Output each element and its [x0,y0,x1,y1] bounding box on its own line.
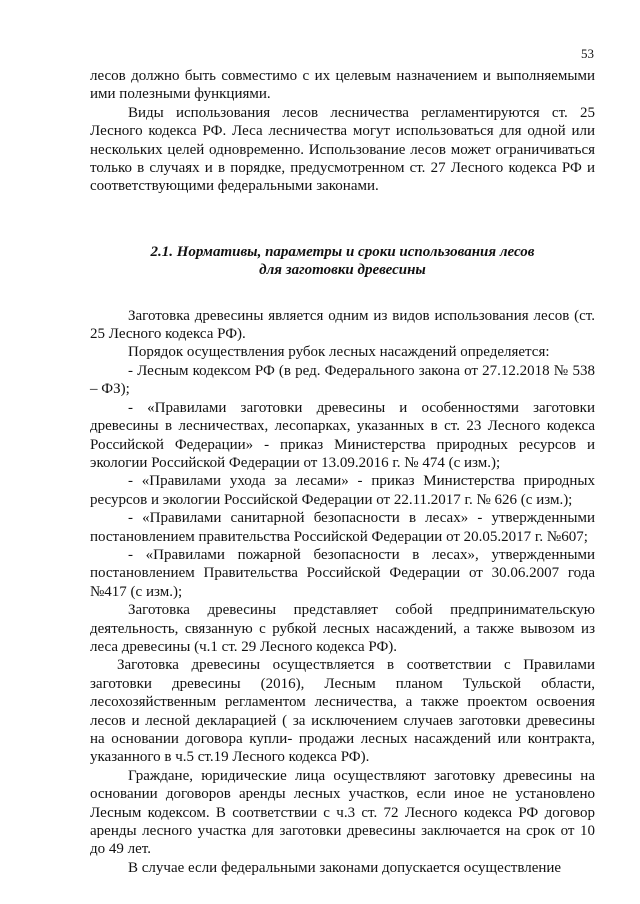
list-item: - «Правилами санитарной безопасности в лесах» - утвержденными постановлением правительства Российской Федерации от 20.05.2017 г. №607; [90,510,595,545]
section-heading-line: для заготовки древесины [259,262,426,279]
page-content [90,67,595,877]
paragraph: Граждане, юридические лица осуществляют заготовку древесины на основании договоров аренды лесных участков, если иное не установлено Лесным кодексом. В соответствии с ч.3 ст. 72 Лесного кодекса РФ договор аренды лесного участка для заготовки древесины заключается на срок от 10 до 49 лет. [90,767,595,858]
section-heading-line: 2.1. Нормативы, параметры и сроки использования лесов [150,243,535,260]
paragraph-continuation: лесов должно быть совместимо с их целевым назначением и выполняемыми ими полезными функциями. [90,68,595,103]
spacer [90,196,595,243]
paragraph-truncated: В случае если федеральными законами допускается осуществление [128,859,562,876]
paragraph: Виды использования лесов лесничества регламентируются ст. 25 Лесного кодекса РФ. Леса лесничества могут использоваться для одной или нескольких целей одновременно. Использование лесов может ограничиваться только в случаях и в порядке, предусмотренном ст. 27 Лесного кодекса РФ и соответствующими федеральными законами. [90,104,595,195]
paragraph: Заготовка древесины является одним из видов использования лесов (ст. 25 Лесного кодекса РФ). [90,307,595,343]
section-heading [90,243,595,280]
spacer [90,280,595,307]
list-item: - Лесным кодексом РФ (в ред. Федерального закона от 27.12.2018 № 538 – ФЗ); [90,362,595,398]
list-item: - «Правилами ухода за лесами» - приказ Министерства природных ресурсов и экологии Российской Федерации от 22.11.2017 г. № 626 (с изм.); [90,473,595,508]
list-item: - «Правилами пожарной безопасности в лесах», утвержденными постановлением Правительства Российской Федерации от 30.06.2007 года №417 (с изм.); [90,546,595,600]
paragraph: Заготовка древесины осуществляется в соответствии с Правилами заготовки древесины (2016), Лесным планом Тульской области, лесохозяйственным регламентом лесничества, а также проектом освоения лесов и лесной декларацией ( за исключением случаев заготовки древесины на основании договора купли- продажи лесных насаждений или контракта, указанного в ч.5 ст.19 Лесного кодекса РФ). [90,657,595,766]
paragraph: Порядок осуществления рубок лесных насаждений определяется: [128,344,550,361]
list-item: - «Правилами заготовки древесины и особенностями заготовки древесины в лесничествах, лесопарках, указанных в ст. 23 Лесного кодекса Российской Федерации» - приказ Министерства природных ресурсов и экологии Российской Федерации от 13.09.2016 г. № 474 (с изм.); [90,399,595,471]
paragraph: Заготовка древесины представляет собой предпринимательскую деятельность, связанную с рубкой лесных насаждений, а также вывозом из леса древесины (ч.1 ст. 29 Лесного кодекса РФ). [90,602,595,655]
page-number: 53 [581,46,594,61]
